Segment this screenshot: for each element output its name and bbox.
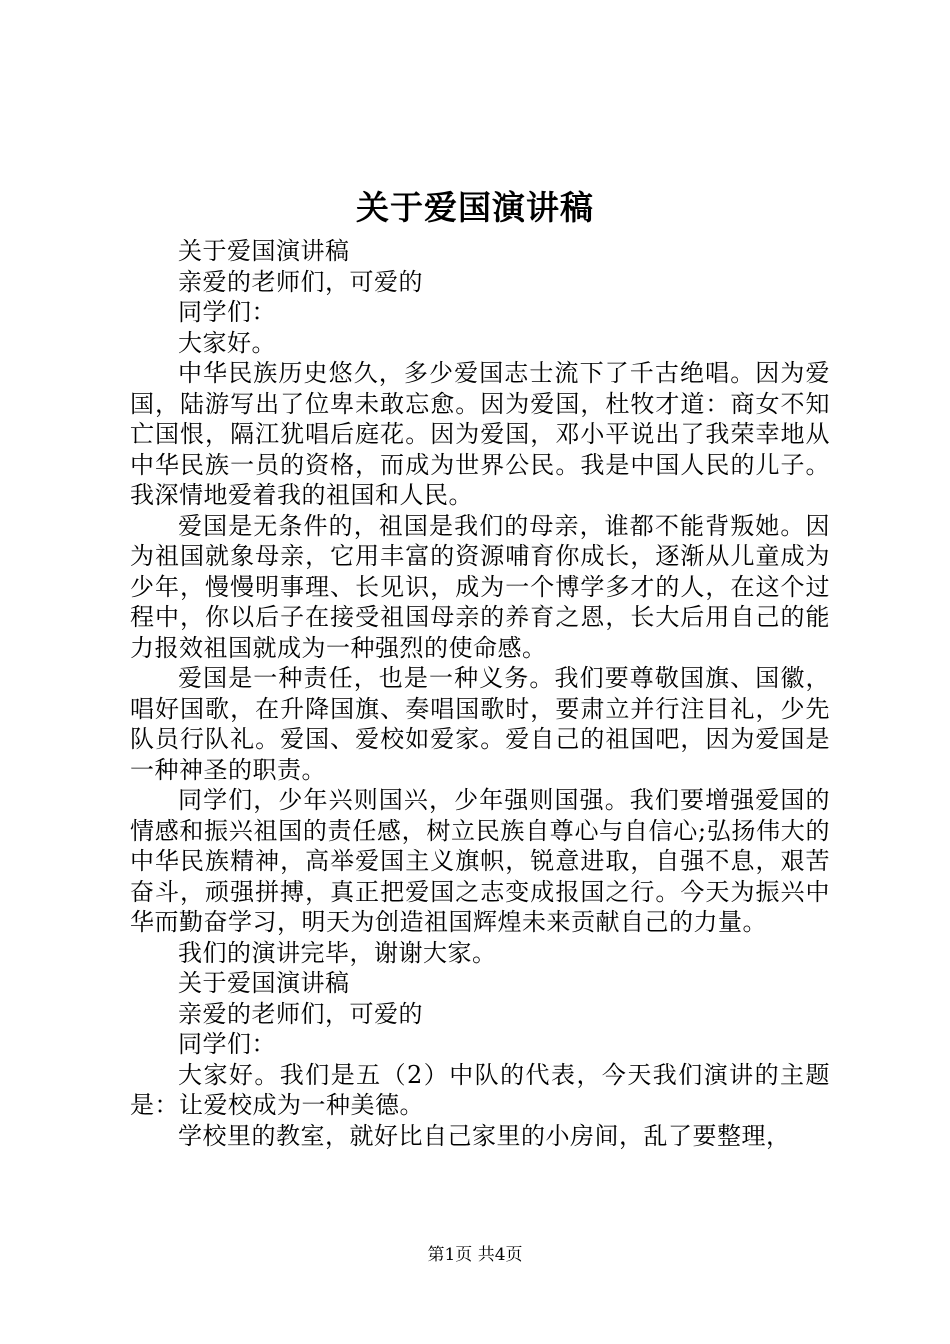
paragraph: 大家好。 [178,328,276,357]
paragraph: 大家好。我们是五（2）中队的代表，今天我们演讲的主题是：让爱校成为一种美德。 [130,1060,830,1119]
paragraph: 亲爱的老师们，可爱的 [178,999,423,1028]
paragraph: 爱国是无条件的，祖国是我们的母亲，谁都不能背叛她。因为祖国就象母亲，它用丰富的资源哺育你成长，逐渐从儿童成为少年，慢慢明事理、长见识，成为一个博学多才的人，在这个过程中，你以后子在接受祖国母亲的养育之恩，长大后用自己的能力报效祖国就成为一种强烈的使命感。 [130,511,830,662]
paragraph: 学校里的教室，就好比自己家里的小房间，乱了要整理， [178,1121,791,1150]
document-body [130,236,830,1151]
page-number-footer: 第1页 共4页 [427,1245,523,1265]
paragraph: 我们的演讲完毕，谢谢大家。 [178,938,497,967]
paragraph: 爱国是一种责任，也是一种义务。我们要尊敬国旗、国徽，唱好国歌，在升降国旗、奏唱国歌时，要肃立并行注目礼，少先队员行队礼。爱国、爱校如爱家。爱自己的祖国吧，因为爱国是一种神圣的职责。 [130,664,830,784]
paragraph: 亲爱的老师们，可爱的 [178,267,423,296]
paragraph: 同学们，少年兴则国兴，少年强则国强。我们要增强爱国的情感和振兴祖国的责任感，树立民族自尊心与自信心;弘扬伟大的中华民族精神，高举爱国主义旗帜，锐意进取，自强不息，艰苦奋斗，顽强拼搏，真正把爱国之志变成报国之行。今天为振兴中华而勤奋学习，明天为创造祖国辉煌未来贡献自己的力量。 [130,786,830,936]
paragraph: 关于爱国演讲稿 [178,969,350,997]
paragraph: 同学们： [178,298,276,326]
document-title: 关于爱国演讲稿 [356,188,594,227]
paragraph: 关于爱国演讲稿 [178,237,350,265]
paragraph: 同学们： [178,1030,276,1058]
paragraph: 中华民族历史悠久，多少爱国志士流下了千古绝唱。因为爱国，陆游写出了位卑未敢忘愈。因为爱国，杜牧才道：商女不知亡国恨，隔江犹唱后庭花。因为爱国，邓小平说出了我荣幸地从中华民族一员的资格，而成为世界公民。我是中国人民的儿子。我深情地爱着我的祖国和人民。 [130,359,830,509]
